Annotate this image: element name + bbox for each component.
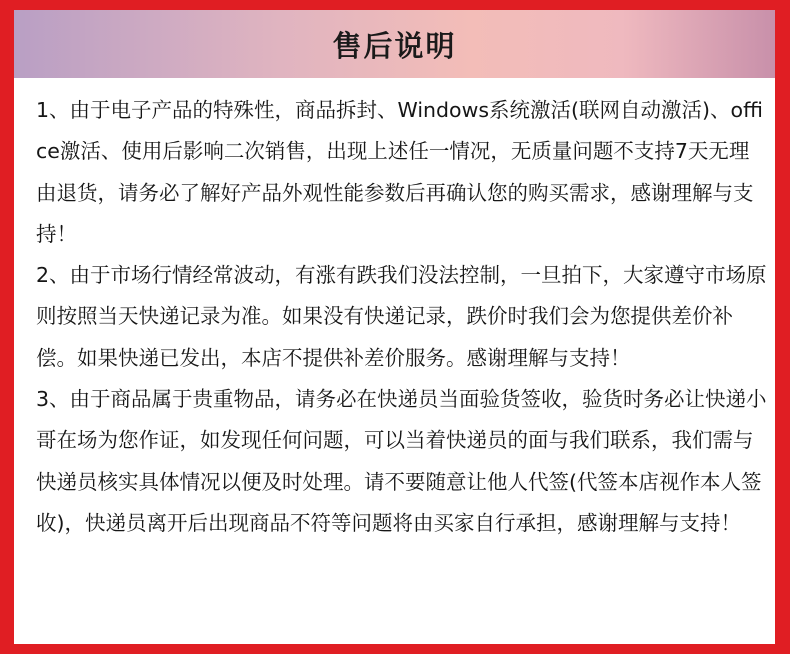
policy-content <box>14 78 775 544</box>
header-banner <box>14 10 775 78</box>
page-title: 售后说明 <box>332 28 457 63</box>
policy-paragraph-2: 2、由于市场行情经常波动，有涨有跌我们没法控制，一旦拍下，大家遵守市场原则按照当天快递记录为准。如果没有快递记录，跌价时我们会为您提供差价补偿。如果快递已发出，本店不提供补差价服务。感谢理解与支持！ <box>36 263 767 370</box>
after-sales-panel <box>14 10 775 644</box>
policy-paragraph-3: 3、由于商品属于贵重物品，请务必在快递员当面验货签收，验货时务必让快递小哥在场为您作证，如发现任何问题，可以当着快递员的面与我们联系，我们需与快递员核实具体情况以便及时处理。请不要随意让他人代签(代签本店视作本人签收)，快递员离开后出现商品不符等问题将由买家自行承担，感谢理解与支持！ <box>36 387 767 535</box>
policy-paragraph-1: 1、由于电子产品的特殊性，商品拆封、Windows系统激活(联网自动激活)、office激活、使用后影响二次销售，出现上述任一情况，无质量问题不支持7天无理由退货，请务必了解好产品外观性能参数后再确认您的购买需求，感谢理解与支持！ <box>36 98 763 246</box>
